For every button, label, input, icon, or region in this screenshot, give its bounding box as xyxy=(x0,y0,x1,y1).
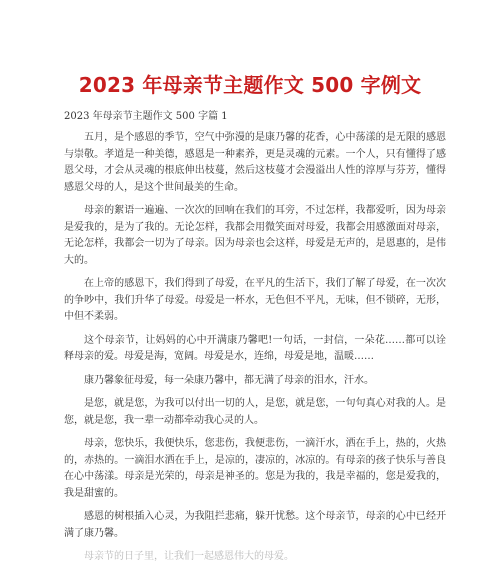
paragraph-faded: 母亲节的日子里，让我们一起感恩伟大的母爱。 xyxy=(84,551,294,562)
paragraph: 五月，是个感恩的季节，空气中弥漫的是康乃馨的花香，心中荡漾的是无限的感恩与崇敬。孝道是一种美德，感恩是一种素养，更是灵魂的元素。一个人，只有懂得了感恩父母，才会从灵魂的根底伸出枝蔓，然后这枝蔓才会漫溢出人性的淳厚与芬芳，懂得感恩父母的人，是这个世间最美的生命。 xyxy=(64,132,446,193)
paragraph: 是您，就是您，为我可以付出一切的人，是您，就是您，一句句真心对我的人。是您，就是您，我一辈一动都牵动我心灵的人。 xyxy=(64,398,446,426)
document-title: 2023 年母亲节主题作文 500 字例文 xyxy=(78,73,422,97)
paragraph: 母亲，您快乐，我便快乐，您悲伤，我便悲伤，一滴汗水，洒在手上，热的，火热的，赤热的。一滴泪水洒在手上，是凉的，凄凉的，冰凉的。有母亲的孩子快乐与善良在心中荡漾。母亲是光荣的，母亲是神圣的。您是为我的，我是幸福的，您是爱我的，我是甜蜜的。 xyxy=(64,438,446,499)
paragraph: 这个母亲节，让妈妈的心中开满康乃馨吧!一句话，一封信，一朵花……都可以诠释母亲的爱。母爱是海，宽阔。母爱是水，连绵，母爱是地，温暖…… xyxy=(64,334,446,362)
paragraph: 感恩的树根插入心灵，为我阻拦悲痛，躲开忧愁。这个母亲节，母亲的心中已经开满了康乃馨。 xyxy=(64,511,446,539)
document-subtitle: 2023 年母亲节主题作文 500 字篇 1 xyxy=(64,111,228,122)
paragraph: 母亲的絮语一遍遍、一次次的回响在我们的耳旁，不过怎样，我都爱听，因为母亲是爱我的，是为了我的。无论怎样，我都会用微笑面对母爱，我都会用感激面对母亲，无论怎样，我都会一切为了母亲。因为母亲也会这样，母爱是无声的，是恩惠的，是伟大的。 xyxy=(64,205,446,266)
paragraph: 康乃馨象征母爱，每一朵康乃馨中，都无满了母亲的泪水，汗水。 xyxy=(84,374,374,386)
document-body xyxy=(64,130,446,573)
paragraph: 在上帝的感恩下，我们得到了母爱，在平凡的生活下，我们了解了母爱，在一次次的争吵中，我们升华了母爱。母爱是一杯水，无色但不平凡，无味，但不锁碎，无形，中但不柔弱。 xyxy=(64,278,446,322)
